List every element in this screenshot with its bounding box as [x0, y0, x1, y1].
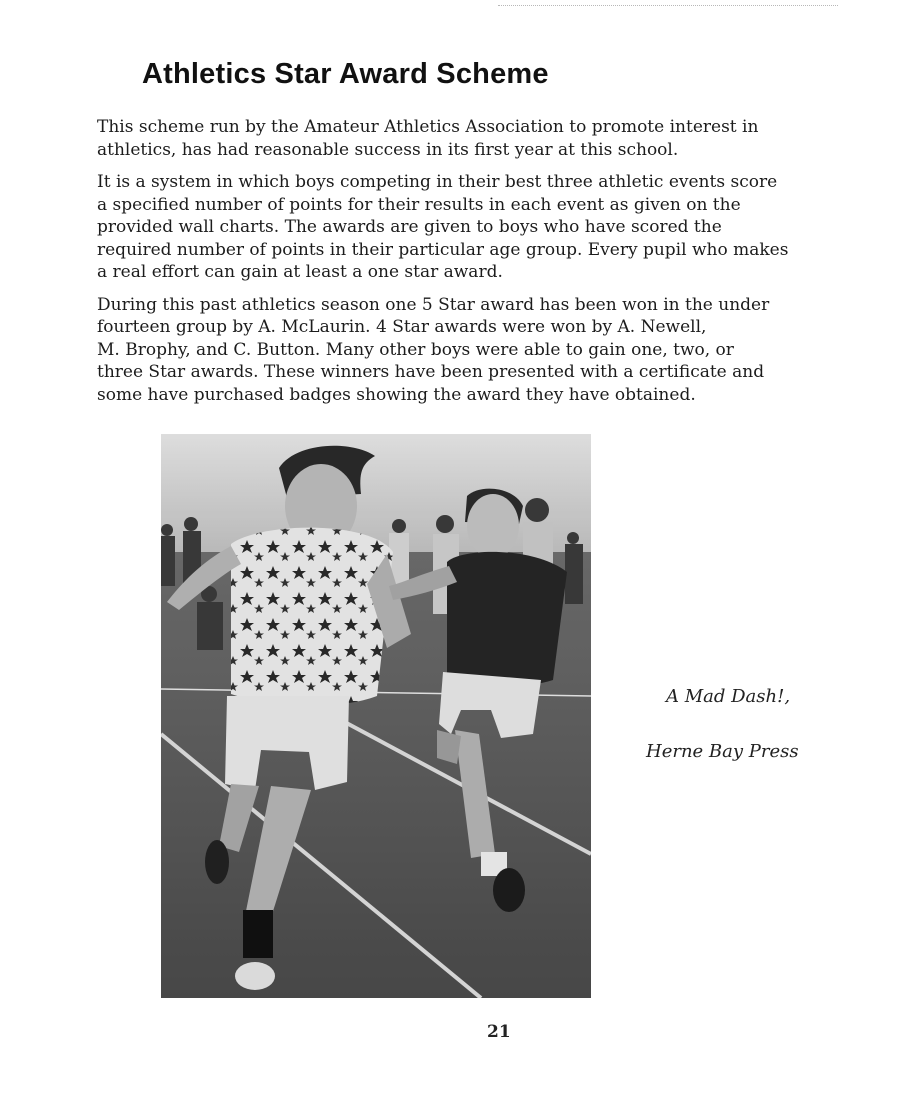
- show-through-trace: [498, 0, 838, 6]
- paragraph-intro: This scheme run by the Amateur Athletics Association to promote interest in athletics, has had reasonable success in its first year at this school.: [97, 117, 759, 160]
- page-number: 21: [487, 1022, 511, 1042]
- page-title: Athletics Star Award Scheme: [142, 58, 549, 90]
- article-body: [97, 116, 904, 416]
- caption-credit: Herne Bay Press: [646, 741, 799, 762]
- caption-title: A Mad Dash!,: [666, 686, 791, 707]
- race-photograph: [161, 434, 591, 998]
- paragraph-system: It is a system in which boys competing in their best three athletic events score a specified number of points for their results in each event as given on the provided wall charts. The awards are given to boys who have scored the required number of points in their particular age group. Every pupil who makes a real effort can gain at least a one star award.: [97, 172, 789, 282]
- paragraph-winners: During this past athletics season one 5 Star award has been won in the under fourteen group by A. McLaurin. 4 Star awards were won by A. Newell, M. Brophy, and C. Button. Many other boys were able to gain one, two, or three Star awards. These winners have been presented with a certificate and some have purchased badges showing the award they have obtained.: [97, 294, 770, 405]
